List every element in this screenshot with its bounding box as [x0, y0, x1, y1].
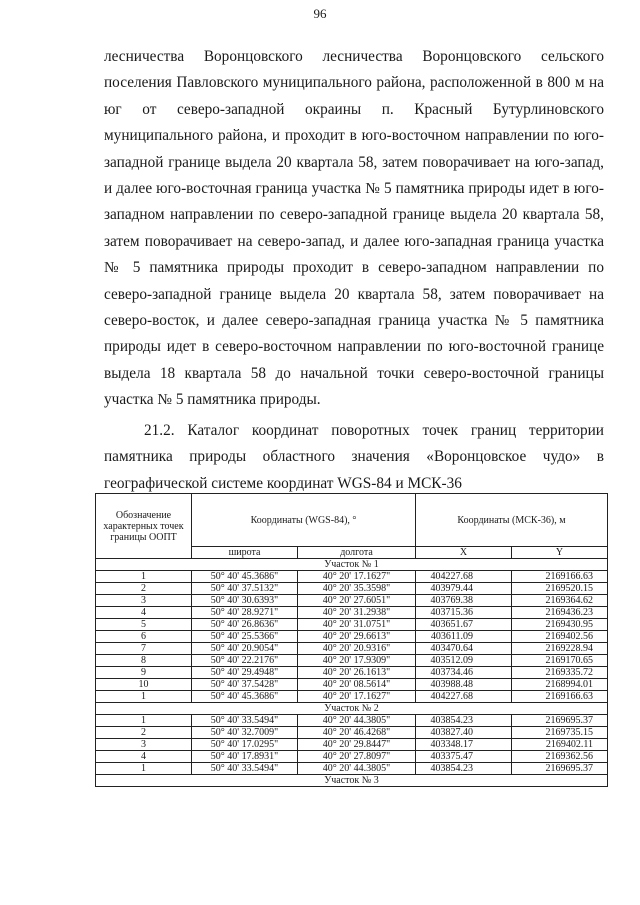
- point-id-cell: 1: [96, 715, 192, 727]
- x-coord-cell: 403715.36: [416, 607, 512, 619]
- y-coord-cell: 2169166.63: [512, 571, 608, 583]
- body-paragraph: [104, 44, 604, 414]
- header-lat: широта: [192, 547, 298, 559]
- longitude-cell: 40° 20' 17.1627": [298, 571, 416, 583]
- latitude-cell: 50° 40' 25.5366": [192, 631, 298, 643]
- latitude-cell: 50° 40' 33.5494": [192, 715, 298, 727]
- point-id-cell: 1: [96, 691, 192, 703]
- y-coord-cell: 2169228.94: [512, 643, 608, 655]
- table-row: [96, 763, 608, 775]
- longitude-cell: 40° 20' 20.9316": [298, 643, 416, 655]
- y-coord-cell: 2169362.56: [512, 751, 608, 763]
- longitude-cell: 40° 20' 08.5614": [298, 679, 416, 691]
- page-number: 96: [313, 6, 327, 21]
- table-row: [96, 655, 608, 667]
- table-row: [96, 691, 608, 703]
- longitude-cell: 40° 20' 27.6051": [298, 595, 416, 607]
- x-coord-cell: 403769.38: [416, 595, 512, 607]
- y-coord-cell: 2169364.62: [512, 595, 608, 607]
- longitude-cell: 40° 20' 44.3805": [298, 715, 416, 727]
- header-lon: долгота: [298, 547, 416, 559]
- longitude-cell: 40° 20' 35.3598": [298, 583, 416, 595]
- latitude-cell: 50° 40' 22.2176": [192, 655, 298, 667]
- latitude-cell: 50° 40' 45.3686": [192, 571, 298, 583]
- table-row: [96, 679, 608, 691]
- longitude-cell: 40° 20' 27.8097": [298, 751, 416, 763]
- table-row: [96, 607, 608, 619]
- y-coord-cell: 2169402.56: [512, 631, 608, 643]
- point-id-cell: 4: [96, 751, 192, 763]
- x-coord-cell: 403854.23: [416, 715, 512, 727]
- latitude-cell: 50° 40' 20.9054": [192, 643, 298, 655]
- point-id-cell: 9: [96, 667, 192, 679]
- point-id-cell: 10: [96, 679, 192, 691]
- point-id-cell: 5: [96, 619, 192, 631]
- y-coord-cell: 2168994.01: [512, 679, 608, 691]
- x-coord-cell: 403827.40: [416, 727, 512, 739]
- table-row: [96, 619, 608, 631]
- longitude-cell: 40° 20' 17.9309": [298, 655, 416, 667]
- x-coord-cell: 403375.47: [416, 751, 512, 763]
- y-coord-cell: 2169430.95: [512, 619, 608, 631]
- point-id-cell: 3: [96, 739, 192, 751]
- table-row: [96, 595, 608, 607]
- x-coord-cell: 404227.68: [416, 571, 512, 583]
- x-coord-cell: 403988.48: [416, 679, 512, 691]
- longitude-cell: 40° 20' 31.2938": [298, 607, 416, 619]
- longitude-cell: 40° 20' 44.3805": [298, 763, 416, 775]
- y-coord-cell: 2169402.11: [512, 739, 608, 751]
- section-heading: [104, 418, 604, 497]
- y-coord-cell: 2169436.23: [512, 607, 608, 619]
- longitude-cell: 40° 20' 29.6613": [298, 631, 416, 643]
- x-coord-cell: 403979.44: [416, 583, 512, 595]
- point-id-cell: 2: [96, 583, 192, 595]
- header-point-label: Обозначение характерных точек границы ООПТ: [96, 494, 192, 559]
- header-msk-label: Координаты (МСК-36), м: [416, 494, 608, 547]
- point-id-cell: 7: [96, 643, 192, 655]
- y-coord-cell: 2169335.72: [512, 667, 608, 679]
- point-id-cell: 1: [96, 763, 192, 775]
- latitude-cell: 50° 40' 17.0295": [192, 739, 298, 751]
- table-row: [96, 583, 608, 595]
- point-id-cell: 4: [96, 607, 192, 619]
- x-coord-cell: 403512.09: [416, 655, 512, 667]
- table-row: [96, 739, 608, 751]
- x-coord-cell: 403470.64: [416, 643, 512, 655]
- header-y: Y: [512, 547, 608, 559]
- longitude-cell: 40° 20' 26.1613": [298, 667, 416, 679]
- y-coord-cell: 2169695.37: [512, 763, 608, 775]
- x-coord-cell: 403348.17: [416, 739, 512, 751]
- x-coord-cell: 404227.68: [416, 691, 512, 703]
- coordinates-table: [95, 493, 608, 787]
- longitude-cell: 40° 20' 29.8447": [298, 739, 416, 751]
- table-row: [96, 727, 608, 739]
- latitude-cell: 50° 40' 26.8636": [192, 619, 298, 631]
- table-row: [96, 643, 608, 655]
- table-row: [96, 631, 608, 643]
- table-row: [96, 715, 608, 727]
- point-id-cell: 3: [96, 595, 192, 607]
- table-header-row: [96, 494, 608, 547]
- longitude-cell: 40° 20' 31.0751": [298, 619, 416, 631]
- latitude-cell: 50° 40' 37.5428": [192, 679, 298, 691]
- latitude-cell: 50° 40' 37.5132": [192, 583, 298, 595]
- y-coord-cell: 2169695.37: [512, 715, 608, 727]
- section-row: [96, 559, 608, 571]
- latitude-cell: 50° 40' 30.6393": [192, 595, 298, 607]
- section-heading-text: 21.2. Каталог координат поворотных точек границ территории памятника природы областного значения «Воронцовское чудо» в географической системе координат WGS-84 и МСК-36: [104, 422, 604, 492]
- latitude-cell: 50° 40' 29.4948": [192, 667, 298, 679]
- table-row: [96, 667, 608, 679]
- point-id-cell: 6: [96, 631, 192, 643]
- table-row: [96, 751, 608, 763]
- section-title: Участок № 1: [96, 559, 608, 571]
- y-coord-cell: 2169520.15: [512, 583, 608, 595]
- section-title: Участок № 2: [96, 703, 608, 715]
- point-id-cell: 2: [96, 727, 192, 739]
- x-coord-cell: 403651.67: [416, 619, 512, 631]
- header-wgs-label: Координаты (WGS-84), °: [192, 494, 416, 547]
- x-coord-cell: 403734.46: [416, 667, 512, 679]
- latitude-cell: 50° 40' 45.3686": [192, 691, 298, 703]
- longitude-cell: 40° 20' 46.4268": [298, 727, 416, 739]
- section-row: [96, 775, 608, 787]
- latitude-cell: 50° 40' 32.7009": [192, 727, 298, 739]
- table-row: [96, 571, 608, 583]
- y-coord-cell: 2169735.15: [512, 727, 608, 739]
- header-x: X: [416, 547, 512, 559]
- paragraph-text: лесничества Воронцовского лесничества Воронцовского сельского поселения Павловского муниципального района, расположенной в 800 м на юг от северо-западной окраины п. Красный Бутурлиновского муниципального района, и проходит в юго-восточном направлении по юго-западной границе выдела 20 квартала 58, затем поворачивает на юго-запад, и далее юго-восточная граница участка № 5 памятника природы идет в юго-западном направлении по северо-западной границе выдела 20 квартала 58, затем поворачивает на северо-запад, и далее юго-западная граница участка № 5 памятника природы проходит в северо-западном направлении по северо-западной границе выдела 20 квартала 58, затем поворачивает на северо-восток, и далее северо-западная граница участка № 5 памятника природы идет в северо-восточном направлении по юго-восточной границе выдела 18 квартала 58 до начальной точки северо-восточной границы участка № 5 памятника природы.: [104, 48, 604, 409]
- latitude-cell: 50° 40' 17.8931": [192, 751, 298, 763]
- latitude-cell: 50° 40' 33.5494": [192, 763, 298, 775]
- latitude-cell: 50° 40' 28.9271": [192, 607, 298, 619]
- section-title: Участок № 3: [96, 775, 608, 787]
- point-id-cell: 8: [96, 655, 192, 667]
- section-row: [96, 703, 608, 715]
- y-coord-cell: 2169166.63: [512, 691, 608, 703]
- point-id-cell: 1: [96, 571, 192, 583]
- longitude-cell: 40° 20' 17.1627": [298, 691, 416, 703]
- x-coord-cell: 403854.23: [416, 763, 512, 775]
- y-coord-cell: 2169170.65: [512, 655, 608, 667]
- x-coord-cell: 403611.09: [416, 631, 512, 643]
